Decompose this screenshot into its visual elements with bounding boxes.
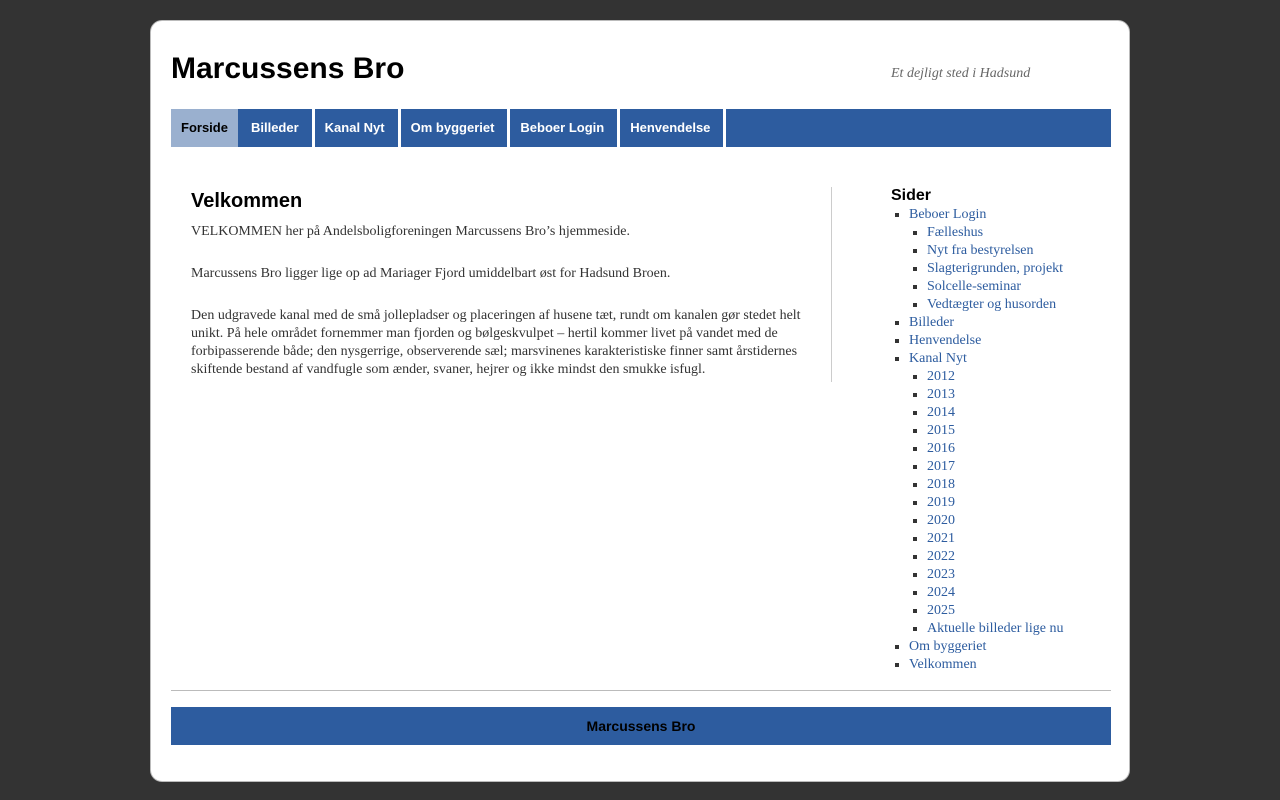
sidebar-link-beboer-login[interactable]: Beboer Login [909, 207, 987, 222]
list-item [927, 368, 1121, 386]
list-item [909, 350, 1121, 638]
menu-item-billeder[interactable]: Billeder [250, 120, 299, 135]
list-item [909, 206, 1121, 314]
sidebar-link-2016[interactable]: 2016 [927, 441, 955, 456]
sidebar-link-nyt-fra-bestyrelsen[interactable]: Nyt fra bestyrelsen [927, 243, 1034, 258]
main-content [191, 187, 832, 382]
main-menu [171, 109, 1111, 147]
menu-item-henvendelse[interactable]: Henvendelse [630, 120, 711, 135]
sidebar-link-2014[interactable]: 2014 [927, 405, 955, 420]
list-item [927, 584, 1121, 602]
footer-site-info[interactable]: Marcussens Bro [171, 707, 1111, 745]
sidebar-link-faelleshus[interactable]: Fælleshus [927, 225, 984, 240]
sub-list [909, 368, 1121, 638]
location-paragraph: Marcussens Bro ligger lige op ad Mariager Fjord umiddelbart øst for Hadsund Broen. [191, 266, 671, 281]
footer-divider [171, 690, 1111, 691]
sidebar [891, 186, 1121, 674]
list-item [927, 494, 1121, 512]
menu-item-kanal-nyt[interactable]: Kanal Nyt [324, 120, 385, 135]
sidebar-link-2019[interactable]: 2019 [927, 495, 955, 510]
list-item [909, 638, 1121, 656]
list-item [927, 620, 1121, 638]
sidebar-link-vedtaegter[interactable]: Vedtægter og husorden [927, 297, 1057, 312]
sidebar-link-2022[interactable]: 2022 [927, 549, 955, 564]
sidebar-link-solcelle-seminar[interactable]: Solcelle-seminar [927, 279, 1022, 294]
list-item [927, 296, 1121, 314]
sub-list [909, 224, 1121, 314]
sidebar-link-2018[interactable]: 2018 [927, 477, 955, 492]
menu-item-forside[interactable]: Forside [171, 109, 238, 147]
page-title: Velkommen [191, 190, 303, 212]
description-paragraph: Den udgravede kanal med de små jollepladser og placeringen af husene tæt, rundt om kanalen gør stedet helt unikt. På hele området fornemmer man fjorden og bølgeskvulpet – hertil kommer livet på vandet med de forbipasserende både; den nysgerrige, observerende sæl; marsvinenes karakteristiske finner samt årstidernes skiftende bestand af vandfugle som ænder, svaner, hejrer og ikke mindst den smukke isfugl. [191, 308, 801, 377]
list-item [909, 332, 1121, 350]
list-item [927, 242, 1121, 260]
sidebar-link-2023[interactable]: 2023 [927, 567, 955, 582]
list-item [909, 314, 1121, 332]
list-item [927, 224, 1121, 242]
sidebar-link-aktuelle-billeder[interactable]: Aktuelle billeder lige nu [927, 621, 1064, 636]
list-item [927, 458, 1121, 476]
list-item [909, 656, 1121, 674]
list-item [927, 476, 1121, 494]
sidebar-link-kanal-nyt[interactable]: Kanal Nyt [909, 351, 967, 366]
list-item [927, 512, 1121, 530]
menu-item-beboer-login[interactable]: Beboer Login [520, 120, 605, 135]
sidebar-link-2017[interactable]: 2017 [927, 459, 955, 474]
menu-separator [723, 109, 726, 147]
sidebar-link-2021[interactable]: 2021 [927, 531, 955, 546]
list-item [927, 530, 1121, 548]
sidebar-link-2015[interactable]: 2015 [927, 423, 955, 438]
sidebar-link-henvendelse[interactable]: Henvendelse [909, 333, 982, 348]
list-item [927, 278, 1121, 296]
sidebar-link-2012[interactable]: 2012 [927, 369, 955, 384]
sidebar-link-om-byggeriet[interactable]: Om byggeriet [909, 639, 987, 654]
sidebar-link-billeder[interactable]: Billeder [909, 315, 955, 330]
sidebar-link-2013[interactable]: 2013 [927, 387, 955, 402]
site-title[interactable]: Marcussens Bro [171, 52, 405, 85]
sidebar-link-slagterigrunden[interactable]: Slagterigrunden, projekt [927, 261, 1064, 276]
intro-paragraph: VELKOMMEN her på Andelsboligforeningen Marcussens Bro’s hjemmeside. [191, 224, 630, 239]
sidebar-title: Sider [891, 187, 932, 204]
list-item [927, 260, 1121, 278]
sidebar-link-2020[interactable]: 2020 [927, 513, 955, 528]
sidebar-link-2025[interactable]: 2025 [927, 603, 955, 618]
list-item [927, 422, 1121, 440]
sidebar-link-2024[interactable]: 2024 [927, 585, 955, 600]
list-item [927, 566, 1121, 584]
list-item [927, 602, 1121, 620]
list-item [927, 404, 1121, 422]
list-item [927, 548, 1121, 566]
pages-list [891, 206, 1121, 674]
list-item [927, 386, 1121, 404]
page-wrapper [150, 20, 1130, 782]
menu-item-om-byggeriet[interactable]: Om byggeriet [410, 120, 495, 135]
site-description: Et dejligt sted i Hadsund [891, 66, 1031, 81]
sidebar-link-velkommen[interactable]: Velkommen [909, 657, 977, 672]
list-item [927, 440, 1121, 458]
